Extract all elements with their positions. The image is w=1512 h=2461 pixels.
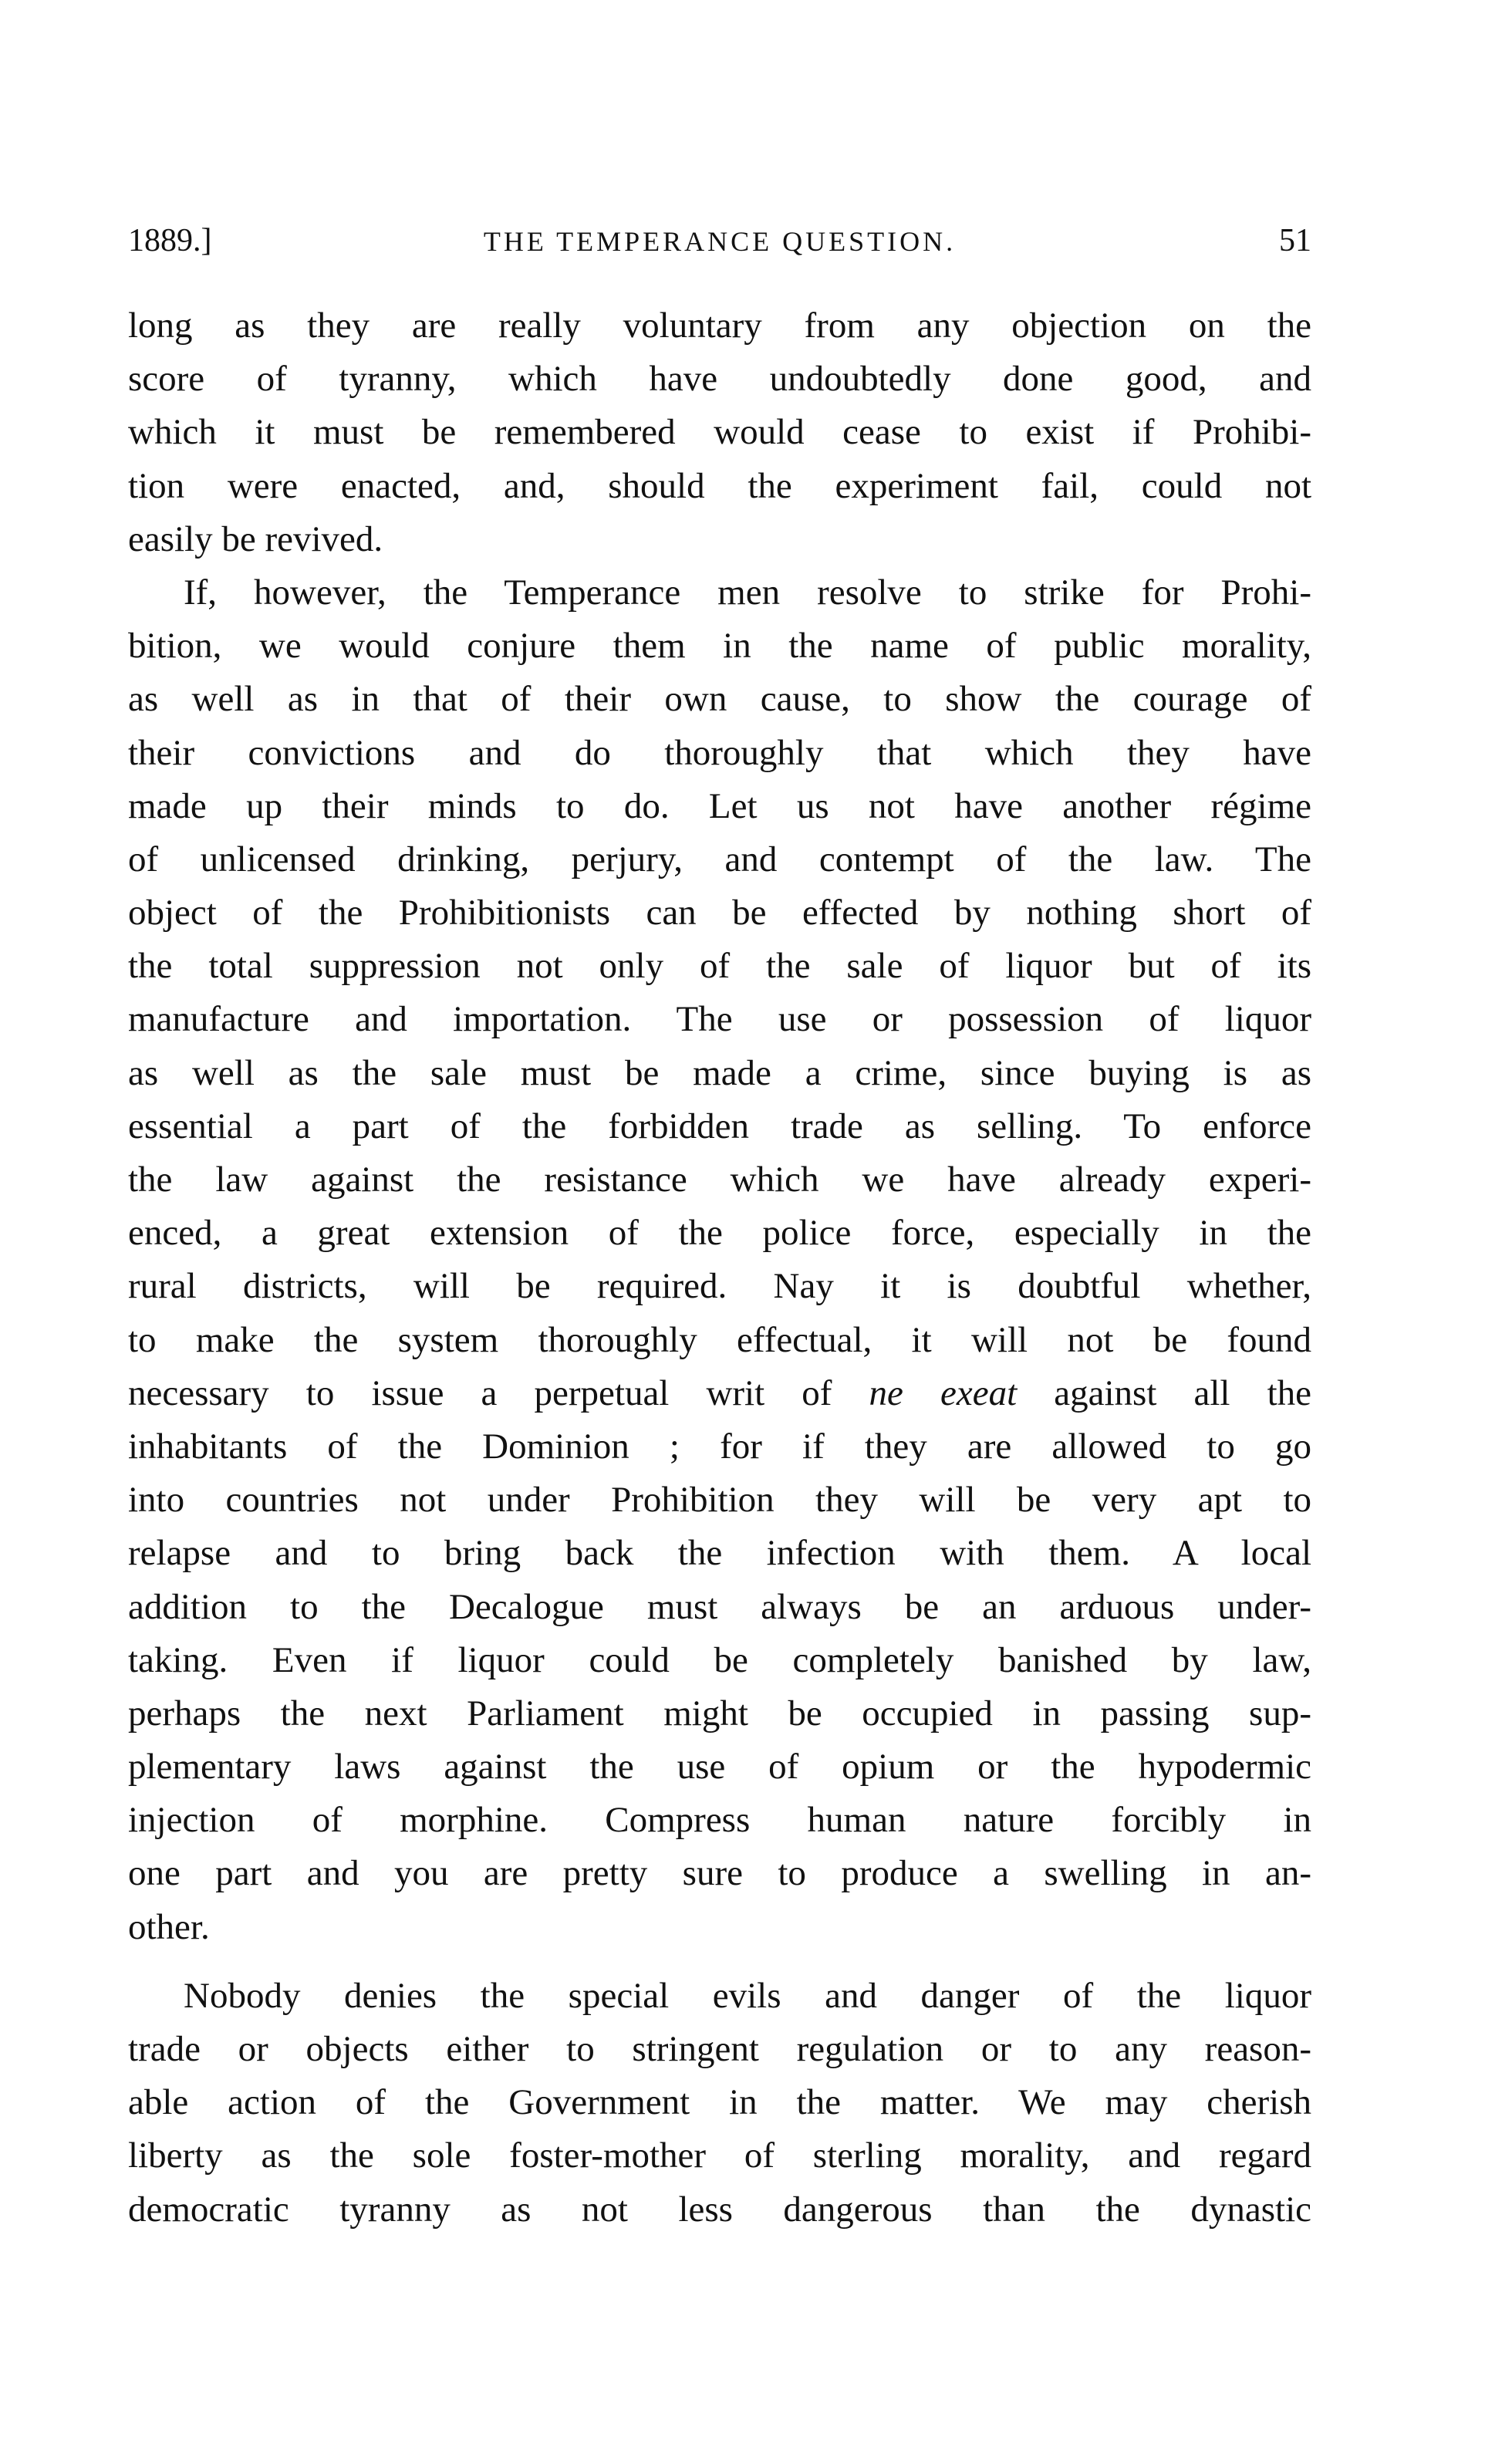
paragraph-1: [128, 299, 1311, 566]
text-line: taking. Even if liquor could be completely banished by law,: [128, 1639, 1311, 1680]
text-line: easily be revived.: [128, 518, 383, 559]
text-line: perhaps the next Parliament might be occupied in passing sup-: [128, 1693, 1311, 1734]
line-text-end: against all the: [1054, 1372, 1311, 1413]
text-line: as well as in that of their own cause, to show the courage of: [128, 679, 1311, 720]
text-line: manufacture and importation. The use or possession of liquor: [128, 999, 1311, 1040]
text-line: inhabitants of the Dominion ; for if they are allowed to go: [128, 1426, 1311, 1467]
text-line: relapse and to bring back the infection with them. A local: [128, 1533, 1311, 1574]
text-line: the total suppression not only of the sale of liquor but of its: [128, 946, 1311, 987]
text-line: to make the system thoroughly effectual, it will not be found: [128, 1319, 1311, 1360]
text-line: bition, we would conjure them in the name of public morality,: [128, 626, 1311, 667]
text-line: tion were enacted, and, should the experiment fail, could not: [128, 465, 1311, 506]
text-line: which it must be remembered would cease to exist if Prohibi-: [128, 412, 1311, 453]
text-line: able action of the Government in the matter. We may cherish: [128, 2082, 1311, 2123]
text-line: trade or objects either to stringent regulation or to any reason-: [128, 2029, 1311, 2069]
text-line: Nobody denies the special evils and danger of the liquor: [184, 1975, 1311, 2016]
page-number: 51: [1279, 223, 1311, 258]
italic-phrase: ne exeat: [869, 1372, 1018, 1413]
header-year: 1889.]: [128, 223, 212, 258]
text-line: long as they are really voluntary from any objection on the: [128, 306, 1311, 346]
paragraph-spacer: [128, 1954, 1311, 1970]
text-line-with-italic: [128, 1367, 1311, 1420]
text-line: the law against the resistance which we have already experi-: [128, 1160, 1311, 1200]
text-line: one part and you are pretty sure to produce a swelling in an-: [128, 1853, 1311, 1894]
text-line: into countries not under Prohibition they will be very apt to: [128, 1480, 1311, 1521]
text-line: If, however, the Temperance men resolve to strike for Prohi-: [184, 572, 1311, 613]
text-line: addition to the Decalogue must always be an arduous under-: [128, 1586, 1311, 1627]
text-line: rural districts, will be required. Nay it is doubtful whether,: [128, 1266, 1311, 1307]
text-line: essential a part of the forbidden trade as selling. To enforce: [128, 1106, 1311, 1146]
paragraph-3: [128, 1970, 1311, 2237]
body-text: [128, 299, 1311, 2237]
text-line: liberty as the sole foster-mother of sterling morality, and regard: [128, 2135, 1311, 2176]
header-title: THE TEMPERANCE QUESTION.: [483, 226, 957, 257]
text-line: plementary laws against the use of opium or the hypodermic: [128, 1747, 1311, 1788]
running-header: [128, 222, 1311, 261]
text-line: of unlicensed drinking, perjury, and contempt of the law. The: [128, 839, 1311, 879]
text-line: made up their minds to do. Let us not have another régime: [128, 785, 1311, 826]
text-line: score of tyranny, which have undoubtedly done good, and: [128, 359, 1311, 400]
text-line: object of the Prohibitionists can be effected by nothing short of: [128, 893, 1311, 933]
line-text-start: necessary to issue a perpetual writ of: [128, 1372, 832, 1413]
paragraph-2: [128, 566, 1311, 1954]
text-line: their convictions and do thoroughly that which they have: [128, 732, 1311, 773]
text-line: other.: [128, 1906, 210, 1947]
text-line: as well as the sale must be made a crime, since buying is as: [128, 1052, 1311, 1093]
text-line: injection of morphine. Compress human nature forcibly in: [128, 1800, 1311, 1841]
text-line: enced, a great extension of the police force, especially in the: [128, 1213, 1311, 1254]
text-line: democratic tyranny as not less dangerous than the dynastic: [128, 2189, 1311, 2230]
